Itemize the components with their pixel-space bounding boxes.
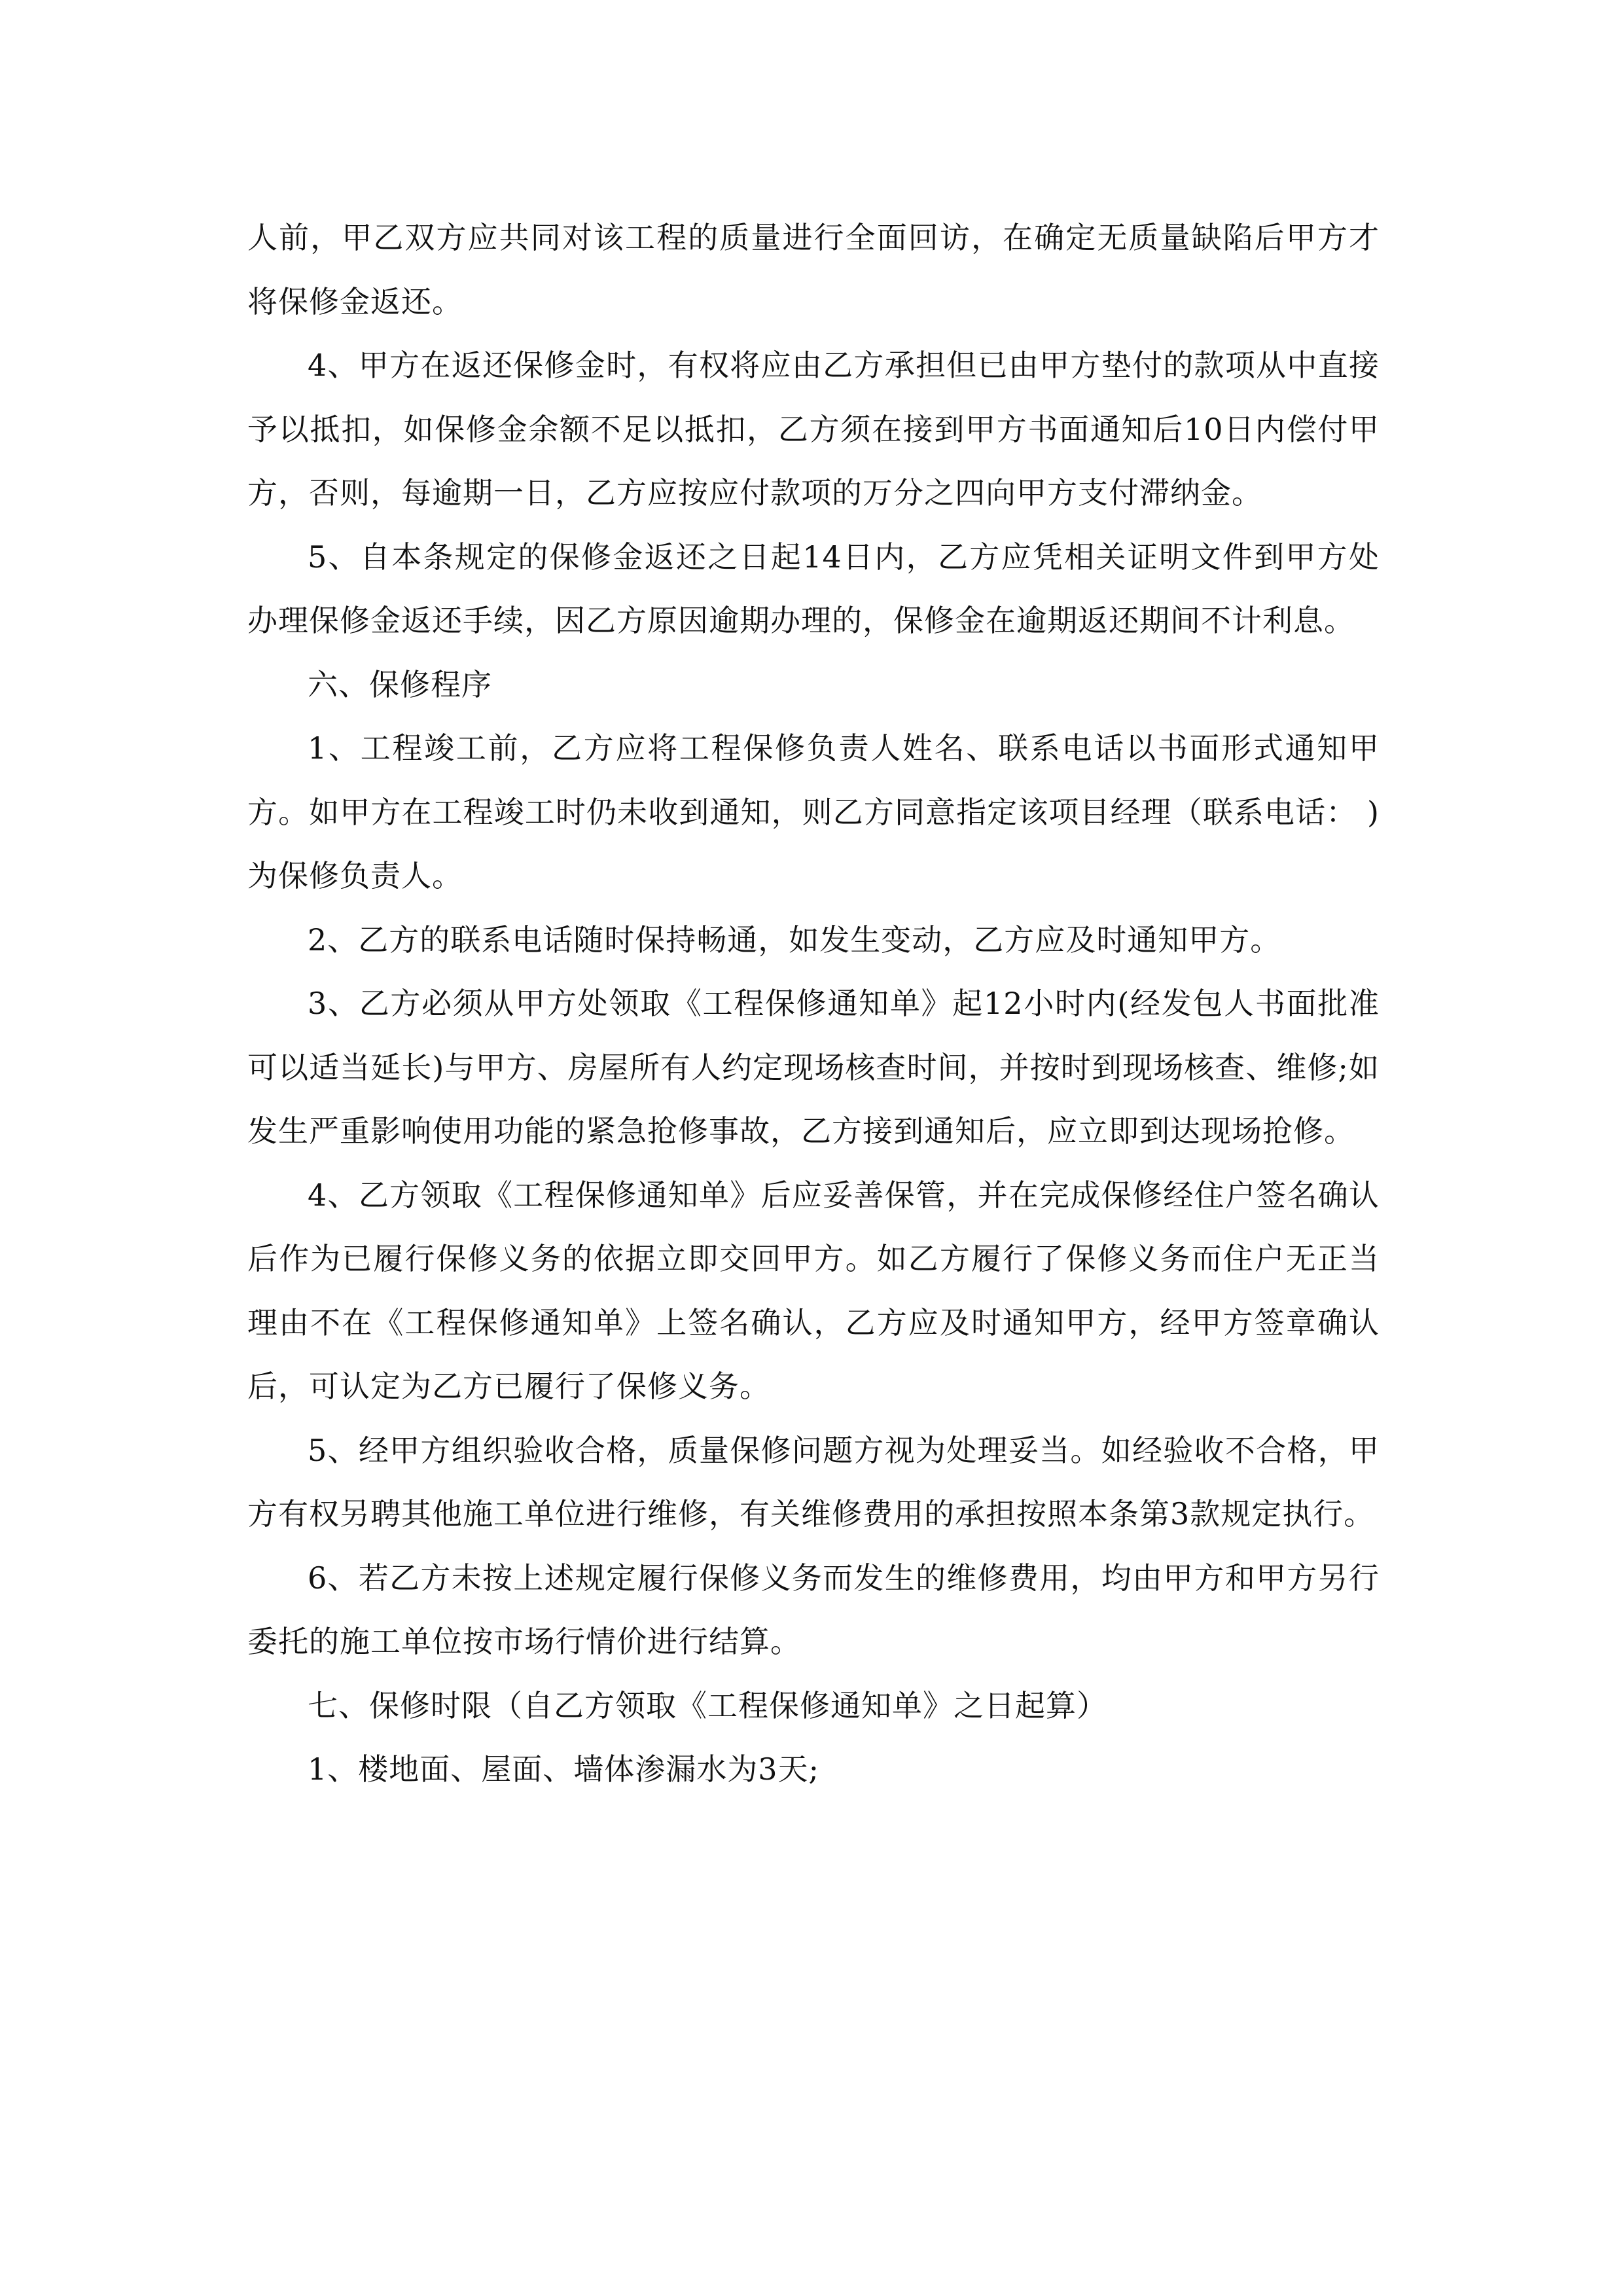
paragraph-procedure-3-response-time: 3、乙方必须从甲方处领取《工程保修通知单》起12小时内(经发包人书面批准可以适当延长)与甲方、房屋所有人约定现场核查时间，并按时到现场核查、维修;如发生严重影响使用功能的紧急抢修事故，乙方接到通知后，应立即到达现场抢修。 [247, 986, 1380, 1149]
paragraph-procedure-5-acceptance: 5、经甲方组织验收合格，质量保修问题方视为处理妥当。如经验收不合格，甲方有权另聘其他施工单位进行维修，有关维修费用的承担按照本条第3款规定执行。 [247, 1432, 1380, 1532]
paragraph-procedure-4-notice-form: 4、乙方领取《工程保修通知单》后应妥善保管，并在完成保修经住户签名确认后作为已履行保修义务的依据立即交回甲方。如乙方履行了保修义务而住户无正当理由不在《工程保修通知单》上签名确认，乙方应及时通知甲方，经甲方签章确认后，可认定为乙方已履行了保修义务。 [247, 1177, 1380, 1404]
paragraph-clause-4-deduction: 4、甲方在返还保修金时，有权将应由乙方承担但已由甲方垫付的款项从中直接予以抵扣，如保修金余额不足以抵扣，乙方须在接到甲方书面通知后10日内偿付甲方，否则，每逾期一日，乙方应按应付款项的万分之四向甲方支付滞纳金。 [247, 348, 1380, 511]
paragraph-procedure-2-phone: 2、乙方的联系电话随时保持畅通，如发生变动，乙方应及时通知甲方。 [308, 922, 1281, 958]
paragraph-clause-5-return-procedure: 5、自本条规定的保修金返还之日起14日内，乙方应凭相关证明文件到甲方处办理保修金返还手续，因乙方原因逾期办理的，保修金在逾期返还期间不计利息。 [247, 539, 1380, 638]
paragraph-procedure-6-costs: 6、若乙方未按上述规定履行保修义务而发生的维修费用，均由甲方和甲方另行委托的施工单位按市场行情价进行结算。 [247, 1560, 1380, 1659]
section-heading-warranty-procedure: 六、保修程序 [308, 666, 492, 702]
paragraph-time-limit-1-leakage: 1、楼地面、屋面、墙体渗漏水为3天; [308, 1751, 820, 1787]
paragraph-procedure-1-contact: 1、工程竣工前，乙方应将工程保修负责人姓名、联系电话以书面形式通知甲方。如甲方在工程竣工时仍未收到通知，则乙方同意指定该项目经理（联系电话： )为保修负责人。 [247, 730, 1380, 893]
paragraph-retention-return-inspection: 人前，甲乙双方应共同对该工程的质量进行全面回访，在确定无质量缺陷后甲方才将保修金返还。 [247, 220, 1380, 319]
section-heading-warranty-time-limit: 七、保修时限（自乙方领取《工程保修通知单》之日起算） [308, 1687, 1107, 1723]
